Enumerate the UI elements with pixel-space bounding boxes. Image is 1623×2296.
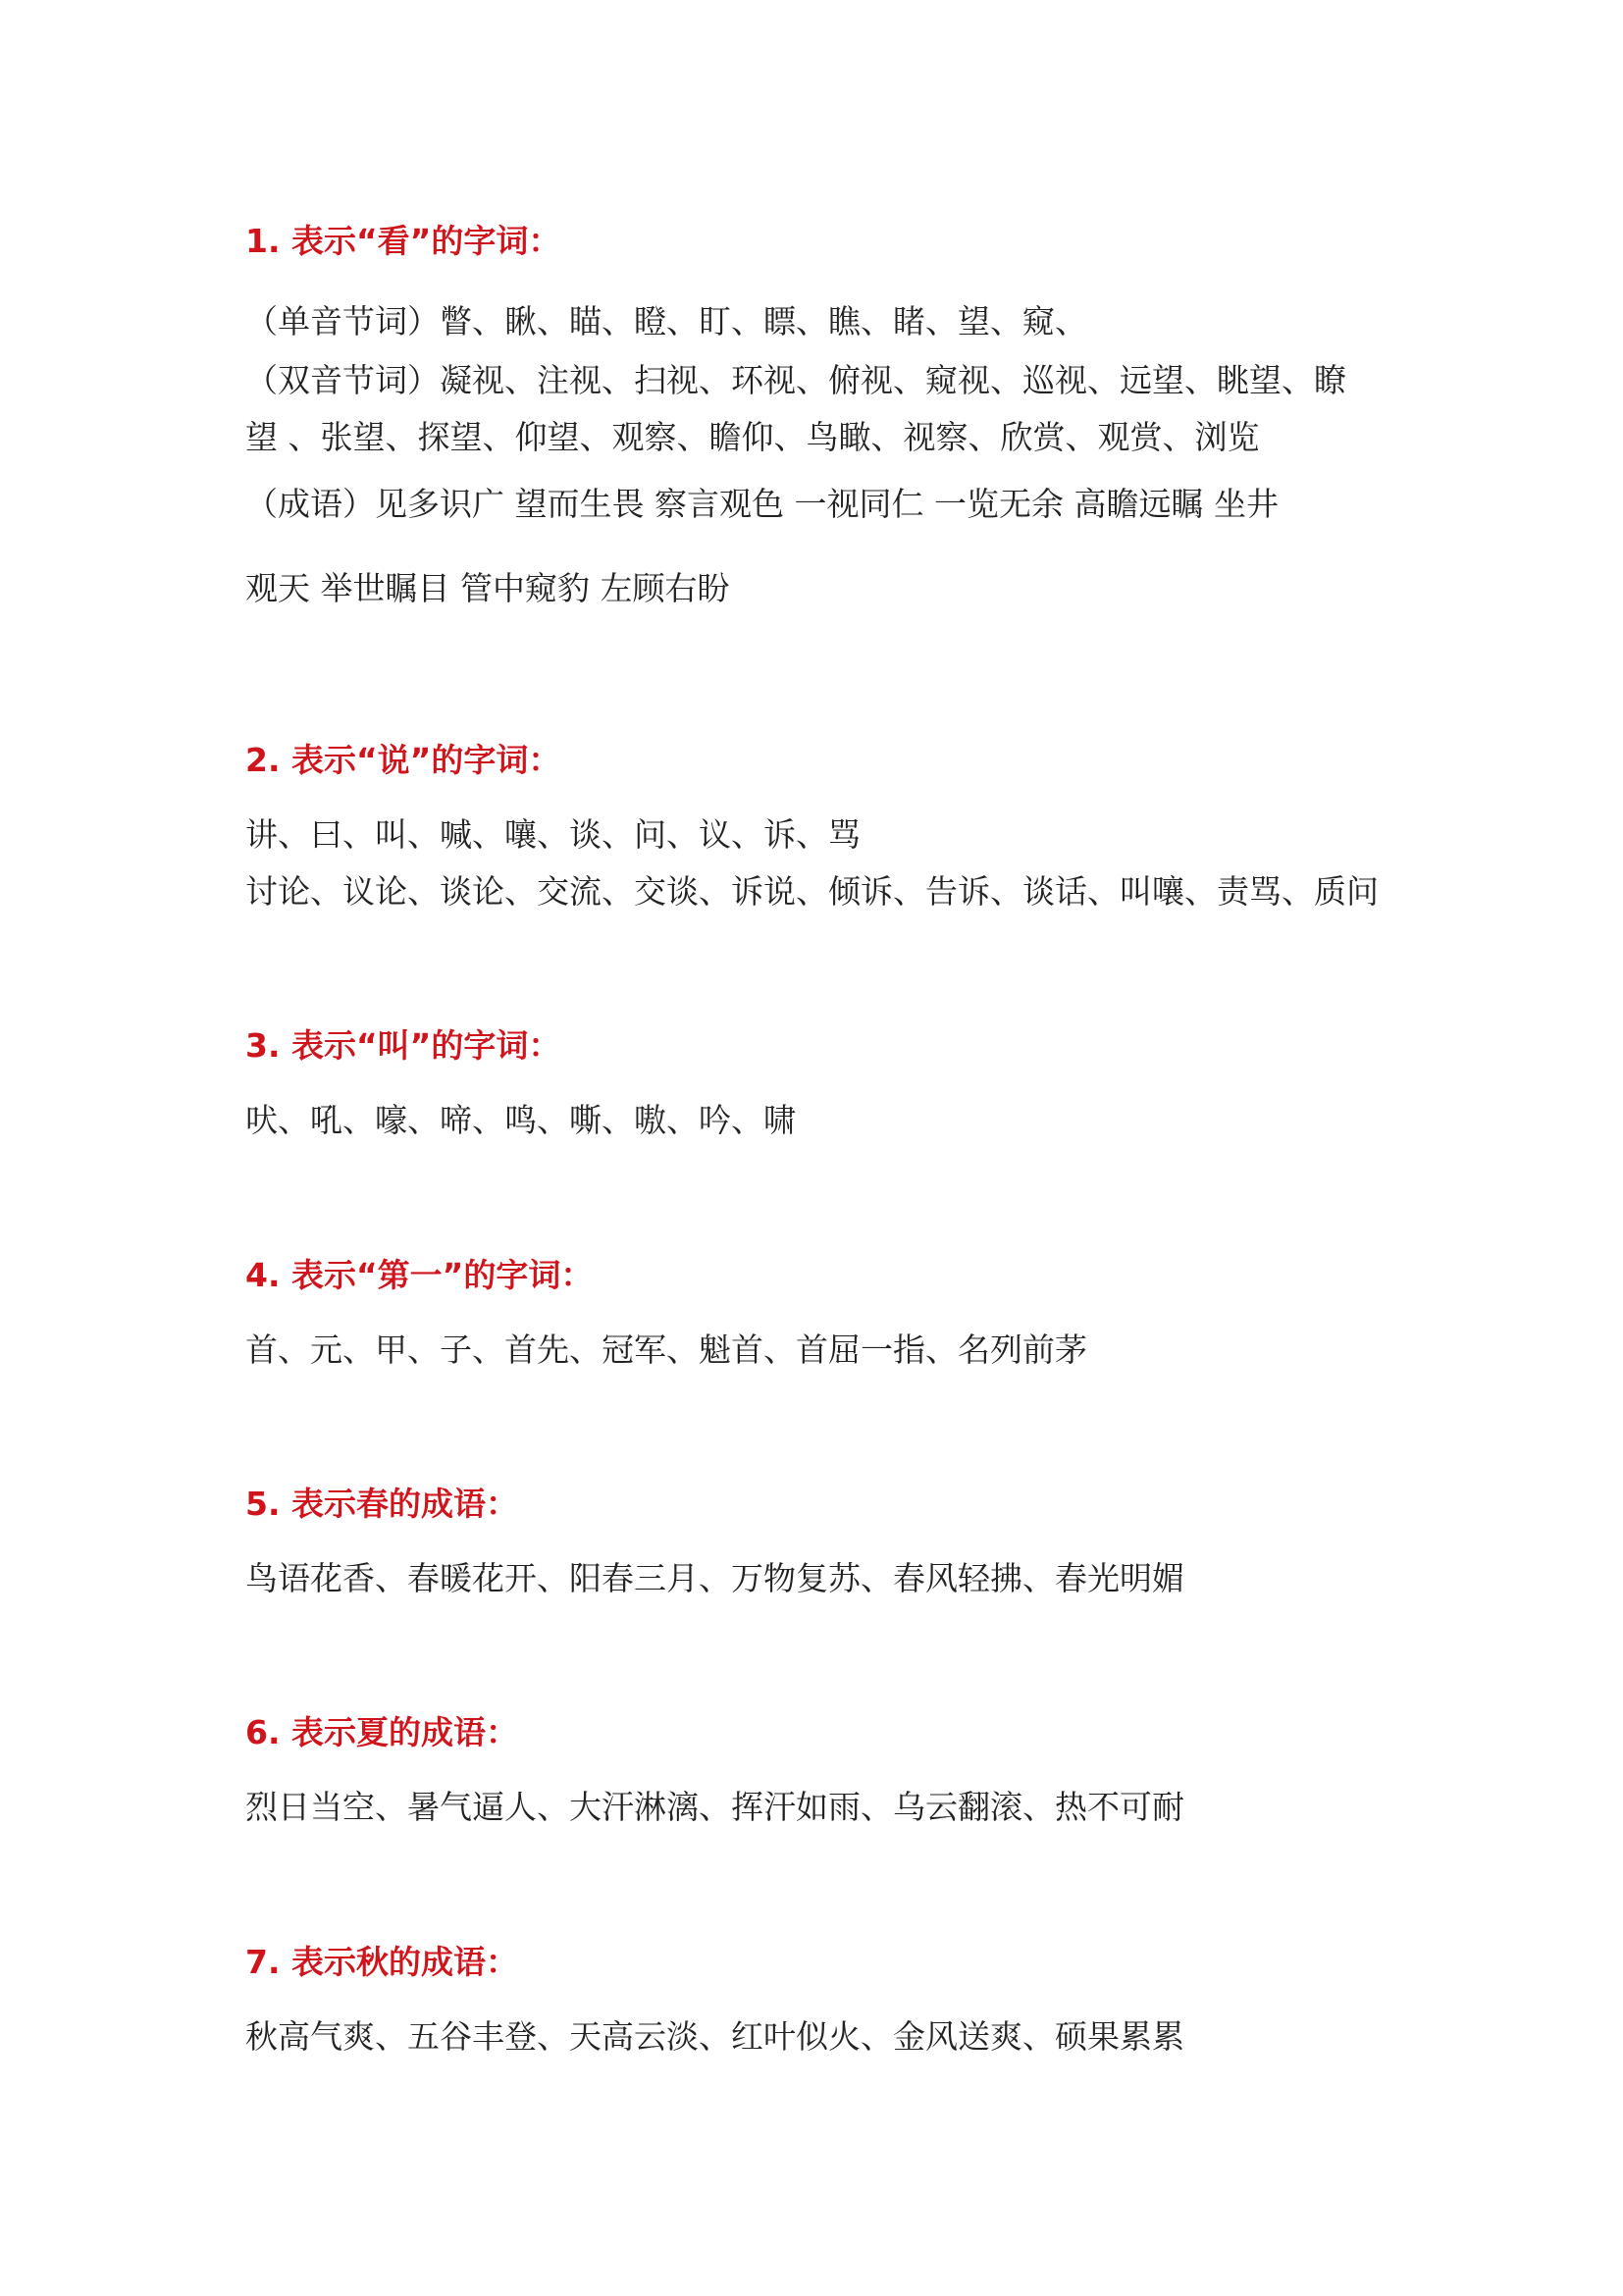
section-heading: 4. 表示“第一”的字词：	[245, 1256, 594, 1294]
section-diyi	[245, 1256, 1393, 1370]
word-line: （单音节词）瞥、瞅、瞄、瞪、盯、瞟、瞧、睹、望、窥、	[245, 302, 1087, 340]
word-line: 讨论、议论、谈论、交流、交谈、诉说、倾诉、告诉、谈话、叫嚷、责骂、质问	[245, 872, 1379, 911]
section-kan	[245, 222, 1393, 608]
section-heading: 5. 表示春的成语：	[245, 1485, 518, 1523]
word-line: （成语）见多识广 望而生畏 察言观色 一视同仁 一览无余 高瞻远瞩 坐井	[245, 485, 1279, 523]
section-heading: 6. 表示夏的成语：	[245, 1713, 518, 1751]
section-shuo	[245, 741, 1393, 912]
word-line: 吠、吼、嚎、啼、鸣、嘶、嗷、吟、啸	[245, 1101, 796, 1139]
word-line: 鸟语花香、春暖花开、阳春三月、万物复苏、春风轻拂、春光明媚	[245, 1559, 1184, 1597]
word-line: 首、元、甲、子、首先、冠军、魁首、首屈一指、名列前茅	[245, 1331, 1087, 1369]
word-line: 观天 举世瞩目 管中窥豹 左顾右盼	[245, 569, 730, 607]
word-line: 望 、张望、探望、仰望、观察、瞻仰、鸟瞰、视察、欣赏、观赏、浏览	[245, 418, 1260, 456]
section-heading: 2. 表示“说”的字词：	[245, 741, 561, 779]
section-heading: 7. 表示秋的成语：	[245, 1943, 518, 1981]
section-heading: 1. 表示“看”的字词：	[245, 222, 561, 260]
section-heading: 3. 表示“叫”的字词：	[245, 1026, 561, 1065]
word-line: 讲、曰、叫、喊、嚷、谈、问、议、诉、骂	[245, 815, 861, 854]
section-jiao	[245, 1026, 1393, 1140]
word-line: （双音节词）凝视、注视、扫视、环视、俯视、窥视、巡视、远望、眺望、瞭	[245, 361, 1346, 399]
word-line: 烈日当空、暑气逼人、大汗淋漓、挥汗如雨、乌云翻滚、热不可耐	[245, 1788, 1184, 1826]
section-qiu	[245, 1943, 1393, 2057]
section-xia	[245, 1713, 1393, 1827]
word-line: 秋高气爽、五谷丰登、天高云淡、红叶似火、金风送爽、硕果累累	[245, 2017, 1184, 2056]
section-chun	[245, 1485, 1393, 1598]
